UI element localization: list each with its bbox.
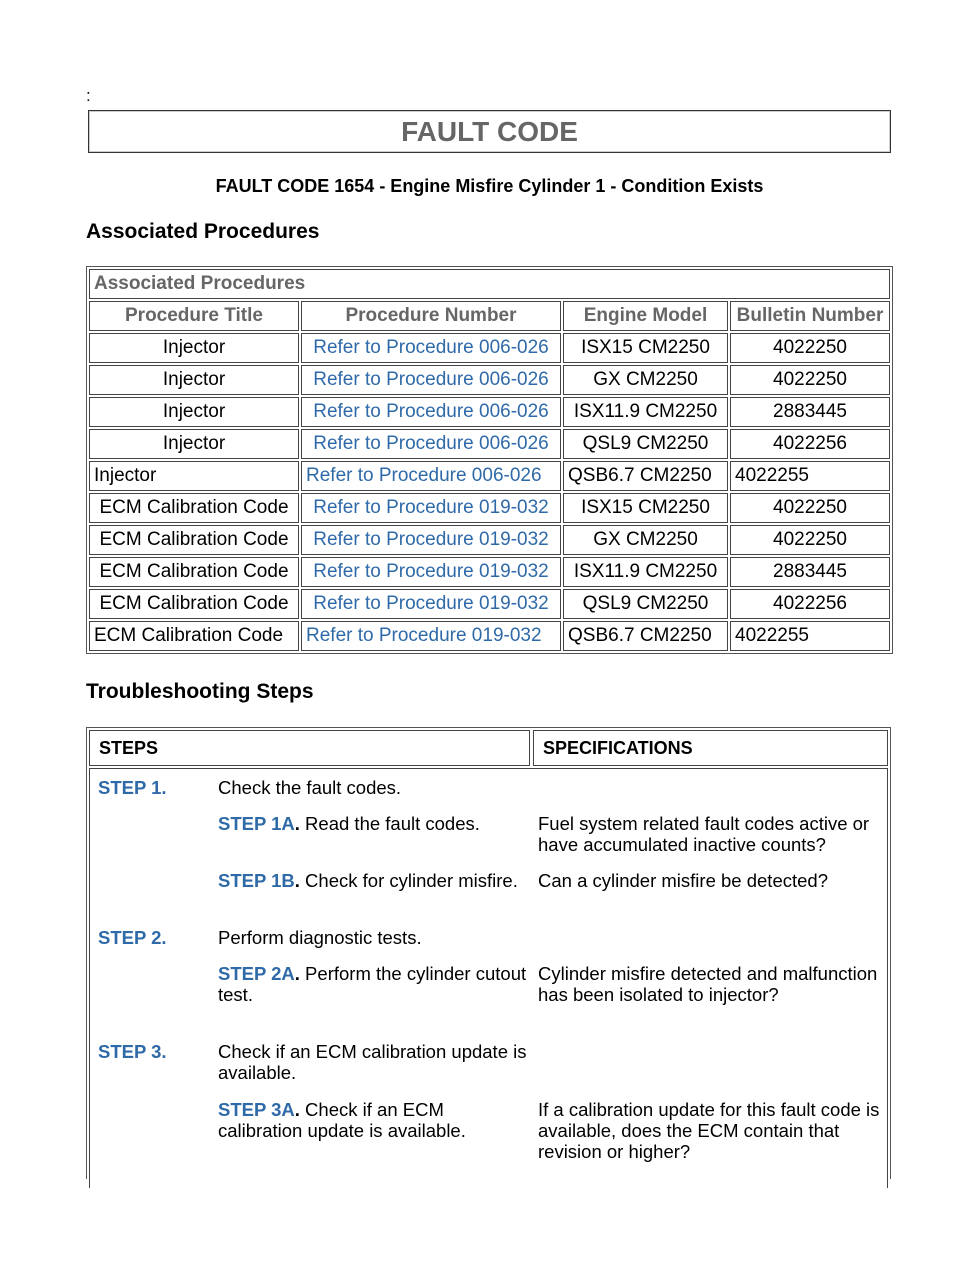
col-header-bulletin-number: Bulletin Number: [730, 301, 890, 331]
procedure-number-link[interactable]: Refer to Procedure 006-026: [301, 397, 561, 427]
procedure-title-cell: Injector: [89, 397, 299, 427]
associated-procedures-heading: Associated Procedures: [86, 220, 320, 243]
col-header-procedure-title: Procedure Title: [89, 301, 299, 331]
table-row: [89, 493, 890, 523]
procedure-number-link[interactable]: Refer to Procedure 019-032: [301, 589, 561, 619]
table-row: [89, 461, 890, 491]
bulletin-number-cell: 4022255: [730, 621, 890, 651]
step-3-text: Check if an ECM calibration update is available.: [218, 1041, 527, 1083]
procedure-number-link[interactable]: Refer to Procedure 019-032: [301, 621, 561, 651]
bulletin-number-cell: 4022250: [730, 493, 890, 523]
bulletin-number-cell: 2883445: [730, 397, 890, 427]
engine-model-cell: GX CM2250: [563, 365, 728, 395]
engine-model-cell: QSB6.7 CM2250: [563, 621, 728, 651]
procedure-number-link[interactable]: Refer to Procedure 019-032: [301, 525, 561, 555]
col-header-procedure-number: Procedure Number: [301, 301, 561, 331]
procedure-number-link[interactable]: Refer to Procedure 006-026: [301, 461, 561, 491]
procedure-title-cell: Injector: [89, 365, 299, 395]
table-row: [89, 365, 890, 395]
step-2a-link[interactable]: STEP 2A: [218, 963, 295, 984]
step-1b-link[interactable]: STEP 1B: [218, 870, 295, 891]
fault-code-banner: [88, 110, 891, 153]
table-row: [89, 589, 890, 619]
step-2a-spec: Cylinder misfire detected and malfunction has been isolated to injector?: [538, 963, 878, 1005]
step-3a-spec: If a calibration update for this fault code is available, does the ECM contain that revision or higher?: [538, 1099, 880, 1162]
table-row: [89, 525, 890, 555]
procedure-title-cell: Injector: [89, 429, 299, 459]
bulletin-number-cell: 4022250: [730, 365, 890, 395]
engine-model-cell: ISX11.9 CM2250: [563, 397, 728, 427]
engine-model-cell: GX CM2250: [563, 525, 728, 555]
procedure-number-link[interactable]: Refer to Procedure 006-026: [301, 429, 561, 459]
table-caption: Associated Procedures: [89, 269, 890, 299]
specifications-column-header: SPECIFICATIONS: [533, 730, 888, 766]
bulletin-number-cell: 4022256: [730, 429, 890, 459]
step-1b-spec: Can a cylinder misfire be detected?: [538, 870, 828, 891]
procedure-title-cell: ECM Calibration Code: [89, 589, 299, 619]
bulletin-number-cell: 4022250: [730, 333, 890, 363]
step-2-text: Perform diagnostic tests.: [218, 927, 422, 948]
bulletin-number-cell: 4022250: [730, 525, 890, 555]
engine-model-cell: ISX15 CM2250: [563, 333, 728, 363]
banner-title: FAULT CODE: [401, 115, 578, 147]
engine-model-cell: QSL9 CM2250: [563, 589, 728, 619]
leading-colon: :: [86, 86, 91, 105]
procedure-title-cell: ECM Calibration Code: [89, 557, 299, 587]
engine-model-cell: QSB6.7 CM2250: [563, 461, 728, 491]
step-3-number[interactable]: STEP 3.: [98, 1041, 167, 1062]
step-1-text: Check the fault codes.: [218, 777, 402, 798]
table-row: [89, 557, 890, 587]
step-3a-text: STEP 3A. Check if an ECM calibration update is available.: [218, 1099, 466, 1141]
procedure-title-cell: Injector: [89, 333, 299, 363]
procedure-number-link[interactable]: Refer to Procedure 006-026: [301, 333, 561, 363]
bulletin-number-cell: 4022255: [730, 461, 890, 491]
bulletin-number-cell: 4022256: [730, 589, 890, 619]
table-row: [89, 621, 890, 651]
procedure-title-cell: ECM Calibration Code: [89, 525, 299, 555]
step-1a-spec: Fuel system related fault codes active or have accumulated inactive counts?: [538, 813, 870, 855]
step-1a-text: STEP 1A. Read the fault codes.: [218, 813, 480, 834]
engine-model-cell: ISX15 CM2250: [563, 493, 728, 523]
troubleshooting-steps-heading: Troubleshooting Steps: [86, 680, 314, 703]
step-2a-text: STEP 2A. Perform the cylinder cutout test.: [218, 963, 527, 1005]
table-row: [89, 397, 890, 427]
procedure-title-cell: Injector: [89, 461, 299, 491]
procedure-number-link[interactable]: Refer to Procedure 019-032: [301, 557, 561, 587]
fault-code-title: FAULT CODE 1654 - Engine Misfire Cylinder 1 - Condition Exists: [215, 176, 764, 196]
step-2-number[interactable]: STEP 2.: [98, 927, 167, 948]
bulletin-number-cell: 2883445: [730, 557, 890, 587]
step-1b-text: STEP 1B. Check for cylinder misfire.: [218, 870, 518, 891]
procedure-title-cell: ECM Calibration Code: [89, 621, 299, 651]
procedure-title-cell: ECM Calibration Code: [89, 493, 299, 523]
step-1-number[interactable]: STEP 1.: [98, 777, 167, 798]
steps-body: [89, 768, 888, 1188]
procedure-number-link[interactable]: Refer to Procedure 019-032: [301, 493, 561, 523]
engine-model-cell: QSL9 CM2250: [563, 429, 728, 459]
engine-model-cell: ISX11.9 CM2250: [563, 557, 728, 587]
steps-column-header: STEPS: [89, 730, 530, 766]
table-row: [89, 429, 890, 459]
procedure-number-link[interactable]: Refer to Procedure 006-026: [301, 365, 561, 395]
table-header-row: [89, 301, 890, 331]
associated-procedures-table: [86, 266, 893, 654]
step-3a-link[interactable]: STEP 3A: [218, 1099, 295, 1120]
step-1a-link[interactable]: STEP 1A: [218, 813, 295, 834]
col-header-engine-model: Engine Model: [563, 301, 728, 331]
table-row: [89, 333, 890, 363]
troubleshooting-steps-table: [86, 727, 891, 1179]
